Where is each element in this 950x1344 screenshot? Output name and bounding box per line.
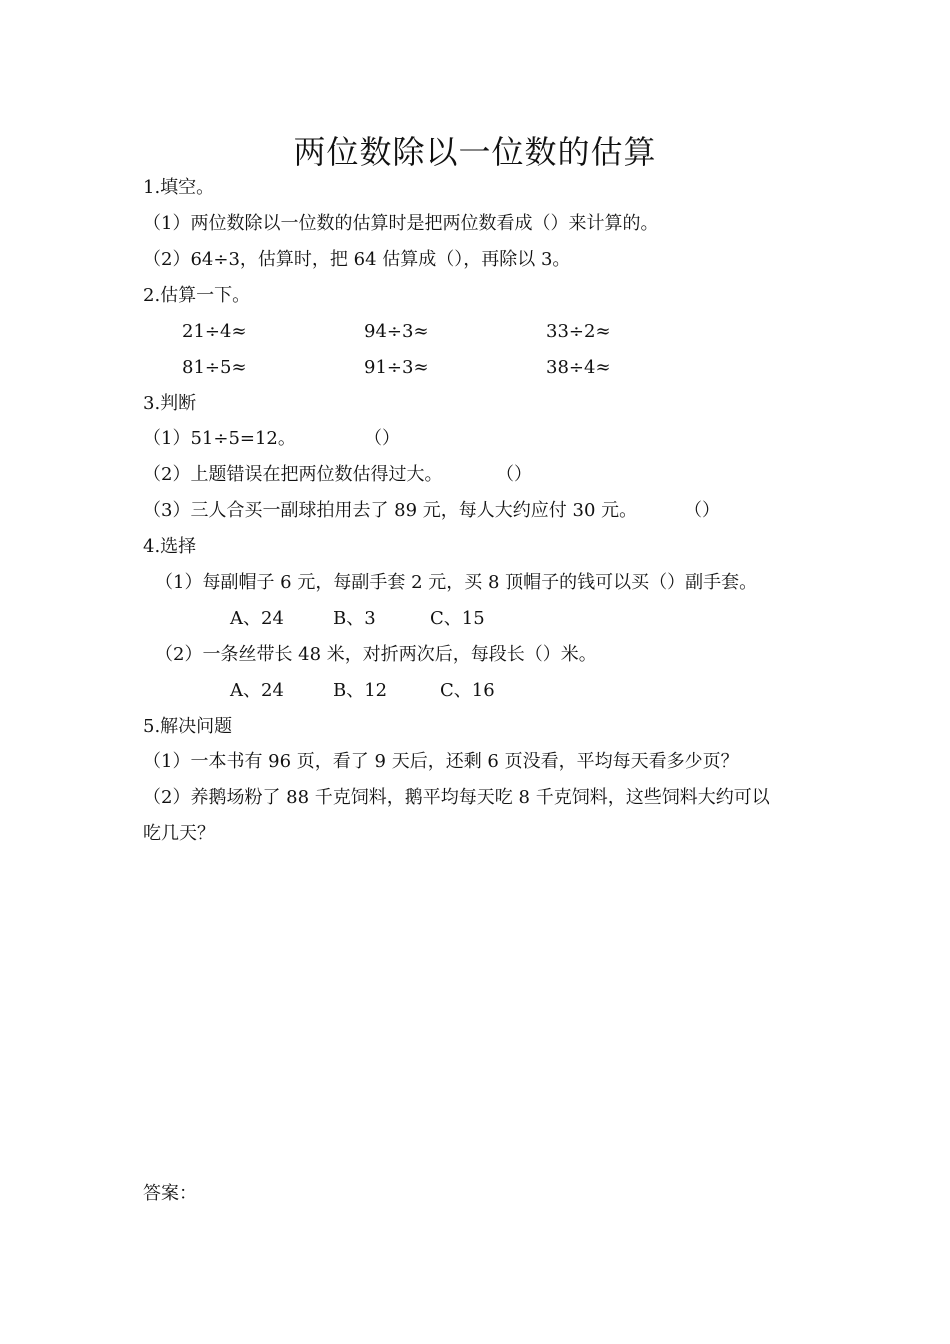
judge-blank-1: （） <box>364 428 400 449</box>
page-title: 两位数除以一位数的估算 <box>293 133 657 171</box>
estimate-expr: 33÷2≈ <box>546 321 611 342</box>
estimate-expr: 91÷3≈ <box>364 357 429 378</box>
section-2-heading: 2.估算一下。 <box>143 285 251 306</box>
estimate-expr: 81÷5≈ <box>182 357 247 378</box>
section-4-heading: 4.选择 <box>143 536 197 557</box>
judge-item-2: （2）上题错误在把两位数估得过大。 <box>143 464 443 485</box>
problem-item-2-continued: 吃几天？ <box>143 823 215 844</box>
answer-label: 答案： <box>143 1183 197 1204</box>
judge-blank-2: （） <box>496 464 532 485</box>
choice-option-a: A、24 <box>230 680 284 701</box>
choice-question-2: （2）一条丝带长 48 米，对折两次后，每段长（）米。 <box>155 644 597 665</box>
estimate-expr: 94÷3≈ <box>364 321 429 342</box>
choice-option-a: A、24 <box>230 608 284 629</box>
section-1-heading: 1.填空。 <box>143 177 215 198</box>
choice-option-c: C、16 <box>440 680 495 701</box>
choice-question-1: （1）每副帽子 6 元，每副手套 2 元，买 8 顶帽子的钱可以买（）副手套。 <box>155 572 758 593</box>
judge-blank-3: （） <box>684 500 720 521</box>
judge-item-3: （3）三人合买一副球拍用去了 89 元，每人大约应付 30 元。 <box>143 500 638 521</box>
choice-option-b: B、12 <box>333 680 388 701</box>
problem-item-2: （2）养鹅场粉了 88 千克饲料，鹅平均每天吃 8 千克饲料，这些饲料大约可以 <box>143 787 770 808</box>
estimate-expr: 21÷4≈ <box>182 321 247 342</box>
section-5-heading: 5.解决问题 <box>143 716 233 737</box>
problem-item-1: （1）一本书有 96 页，看了 9 天后，还剩 6 页没看，平均每天看多少页？ <box>143 751 739 772</box>
estimate-expr: 38÷4≈ <box>546 357 611 378</box>
choice-option-b: B、3 <box>333 608 376 629</box>
choice-option-c: C、15 <box>430 608 485 629</box>
section-3-heading: 3.判断 <box>143 393 197 414</box>
fill-blank-item-2: （2）64÷3，估算时，把 64 估算成（），再除以 3。 <box>143 249 571 270</box>
judge-item-1: （1）51÷5=12。 <box>143 428 296 449</box>
fill-blank-item-1: （1）两位数除以一位数的估算时是把两位数看成（）来计算的。 <box>143 213 659 234</box>
